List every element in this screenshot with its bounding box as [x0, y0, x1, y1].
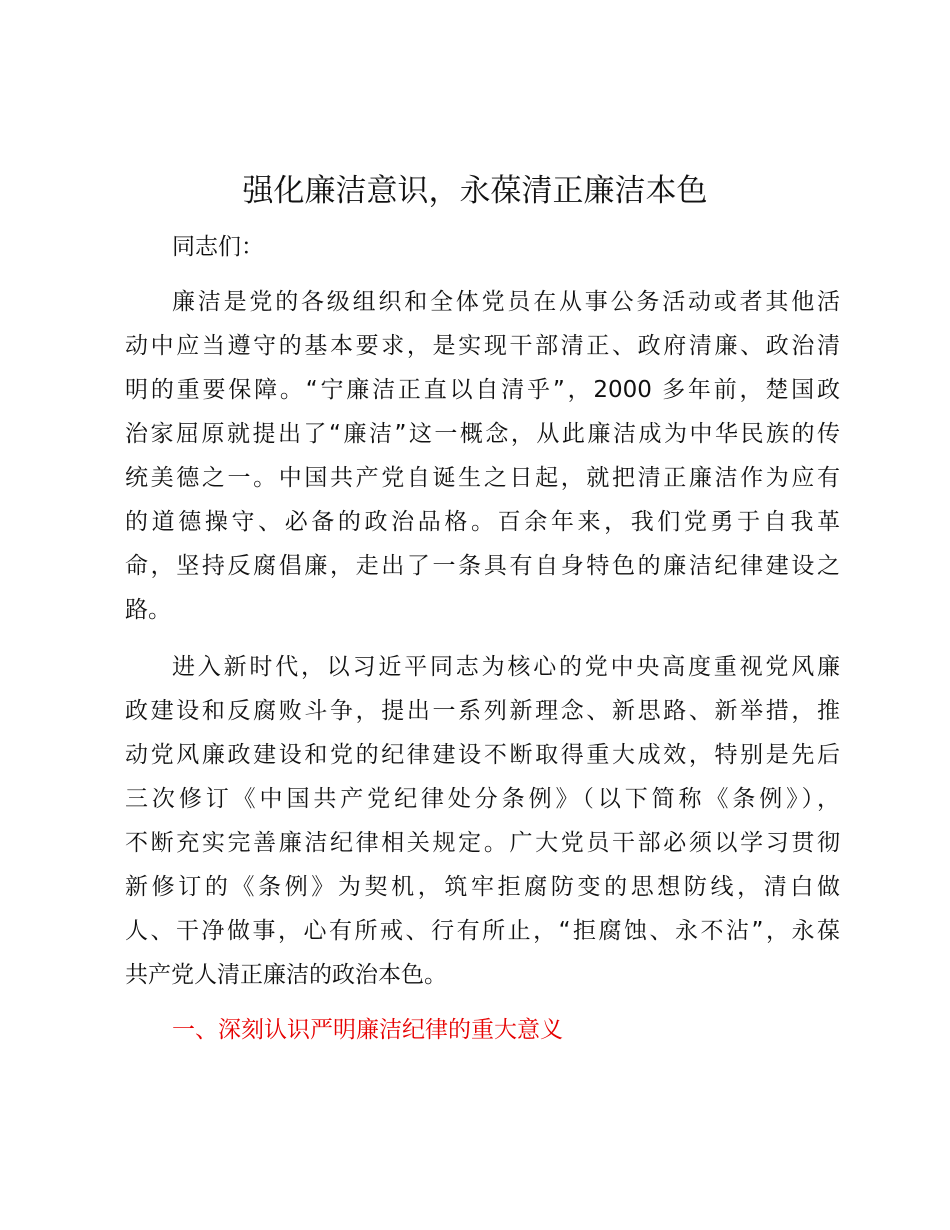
document-title: 强化廉洁意识，永葆清正廉洁本色 [242, 173, 708, 209]
paragraph-2-line: 新修订的《条例》为契机，筑牢拒腐防变的思想防线，清白做 [125, 874, 840, 900]
paragraph-2-line: 动党风廉政建设和党的纪律建设不断取得重大成效，特别是先后 [125, 742, 840, 768]
paragraph-1-line: 廉洁是党的各级组织和全体党员在从事公务活动或者其他活 [172, 289, 840, 315]
paragraph-1-line: 的道德操守、必备的政治品格。百余年来，我们党勇于自我革 [125, 509, 840, 535]
paragraph-2-line: 进入新时代，以习近平同志为核心的党中央高度重视党风廉 [172, 654, 840, 680]
paragraph-2-line: 共产党人清正廉洁的政治本色。 [125, 962, 447, 988]
paragraph-1-line: 路。 [125, 597, 171, 623]
paragraph-1-line: 动中应当遵守的基本要求，是实现干部清正、政府清廉、政治清 [125, 333, 840, 359]
salutation: 同志们： [172, 234, 264, 260]
paragraph-2-line: 政建设和反腐败斗争，提出一系列新理念、新思路、新举措，推 [125, 698, 840, 724]
section-1-heading: 一、深刻认识严明廉洁纪律的重大意义 [172, 1017, 563, 1043]
paragraph-2-line: 人、干净做事，心有所戒、行有所止，“拒腐蚀、永不沾”，永葆 [125, 918, 840, 944]
paragraph-2-line: 不断充实完善廉洁纪律相关规定。广大党员干部必须以学习贯彻 [125, 830, 840, 856]
paragraph-2-line: 三次修订《中国共产党纪律处分条例》（以下简称《条例》）， [125, 786, 840, 812]
paragraph-1-line: 统美德之一。中国共产党自诞生之日起，就把清正廉洁作为应有 [125, 465, 840, 491]
paragraph-1-line: 治家屈原就提出了“廉洁”这一概念，从此廉洁成为中华民族的传 [125, 421, 840, 447]
paragraph-1-line: 明的重要保障。“宁廉洁正直以自清乎”，2000 多年前，楚国政 [125, 377, 840, 403]
paragraph-1-line: 命，坚持反腐倡廉，走出了一条具有自身特色的廉洁纪律建设之 [125, 553, 840, 579]
